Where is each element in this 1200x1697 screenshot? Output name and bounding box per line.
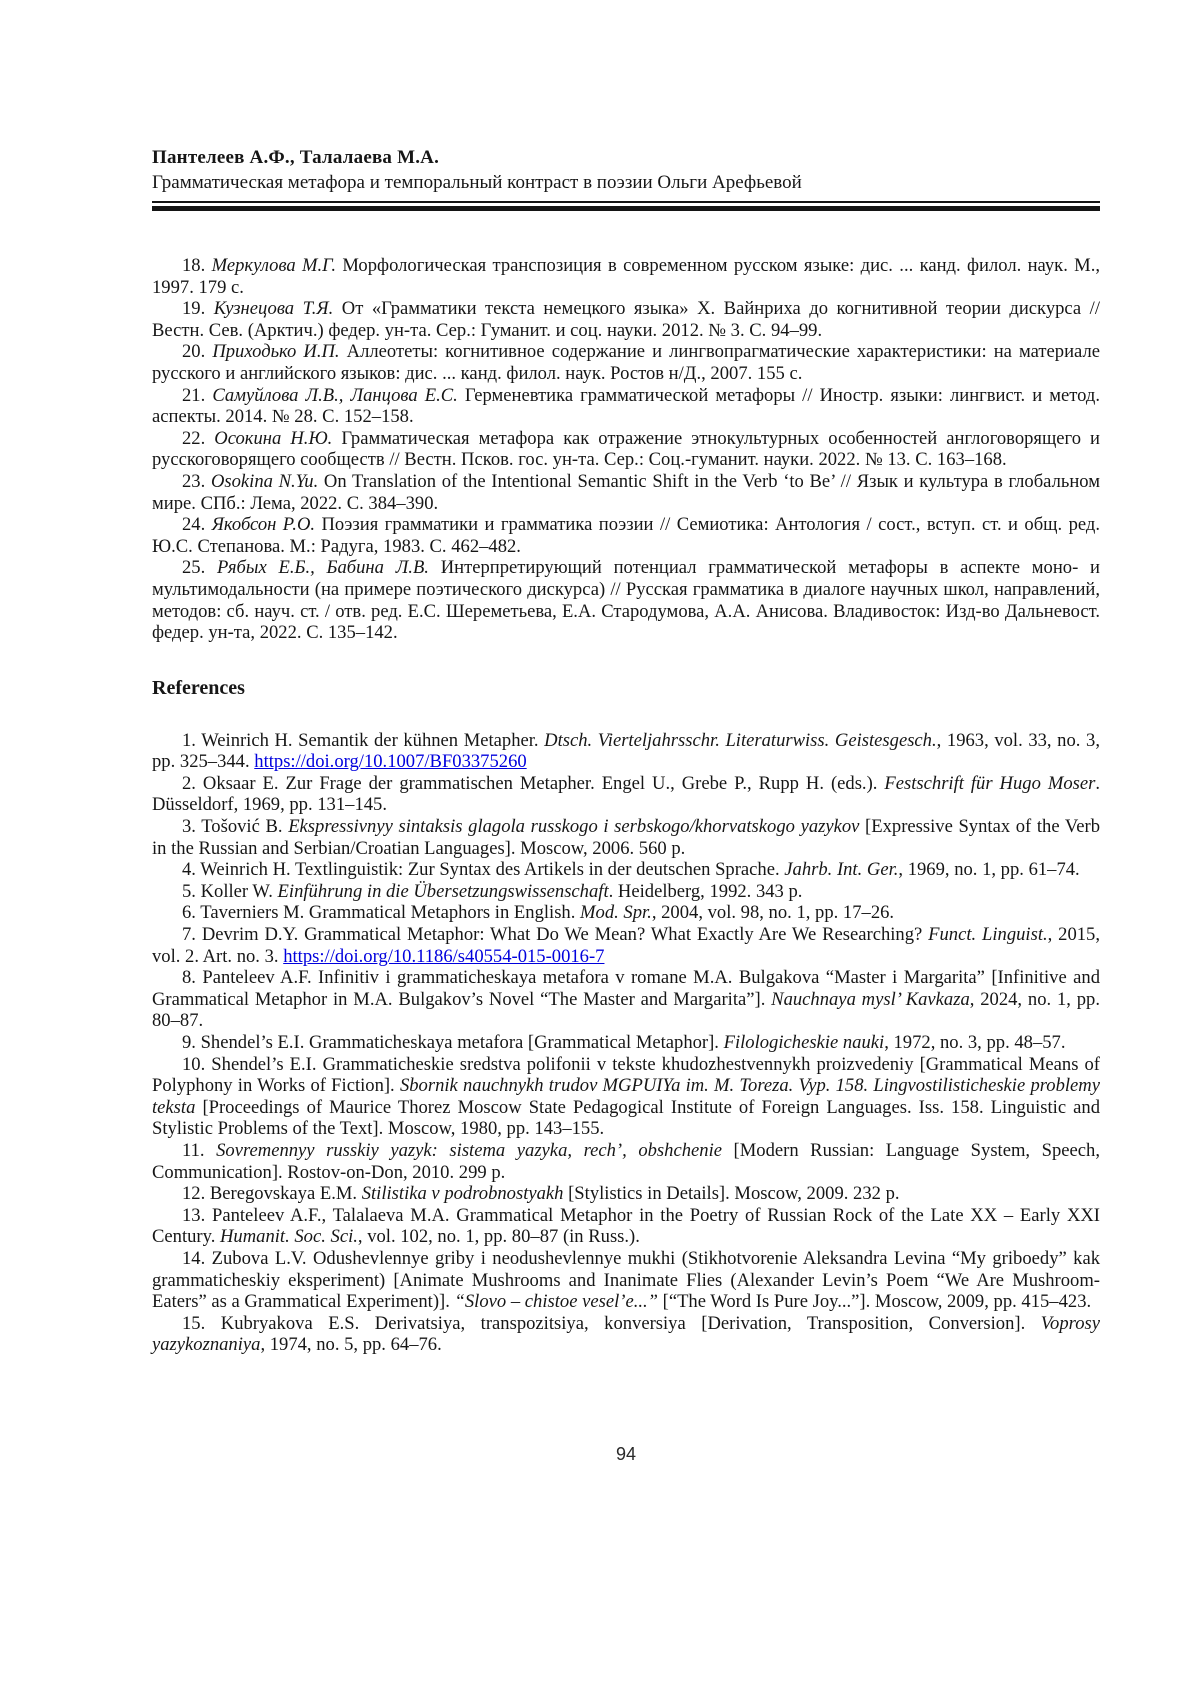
reference-italic-text: Voprosy yazykoznaniya	[152, 1312, 1100, 1356]
header-double-rule	[152, 201, 1100, 211]
reference-text: 6. Taverniers M. Grammatical Metaphors in English.	[182, 902, 581, 924]
reference-italic-text: Osokina N.Yu.	[210, 470, 319, 492]
reference-item	[152, 1205, 1100, 1248]
reference-italic-text: Осокина Н.Ю.	[214, 427, 333, 449]
reference-item	[152, 471, 1100, 514]
reference-text: 8. Panteleev A.F. Infinitiv i grammaticheskaya metafora v romane M.A. Bulgakova “Master i Margarita” [Infinitive and Grammatical Metaphor in M.A. Bulgakov’s Novel “The Master and Margarita”].	[152, 967, 1100, 1010]
reference-italic-text: Sovremennyy russkiy yazyk: sistema yazyka, rech’, obshchenie	[216, 1139, 722, 1161]
reference-text: 11.	[182, 1139, 217, 1161]
header-authors: Пантелеев А.Ф., Талалаева М.А.	[152, 147, 440, 168]
reference-item	[152, 341, 1100, 384]
reference-text: , 1969, no. 1, pp. 61–74.	[898, 859, 1080, 881]
reference-text: [Modern Russian: Language System, Speech, Communication]. Rostov-on-Don, 2010. 299 p.	[152, 1139, 1100, 1183]
reference-text: , 2024, no. 1, pp. 80–87.	[152, 988, 1100, 1032]
reference-text: 1. Weinrich H. Semantik der kühnen Metapher.	[182, 729, 545, 751]
reference-text: 14. Zubova L.V. Odushevlennye griby i neodushevlennye mukhi (Stikhotvorenie Aleksandra Levina “My griboedy” kak grammaticheskiy eksperiment) [Animate Mushrooms and Inanimate Flies (Alexander Levin’s Poem “We Are Mushroom-Eaters” as a Grammatical Experiment)].	[152, 1247, 1100, 1313]
reference-item	[152, 1032, 1100, 1054]
text-column	[152, 146, 1100, 1356]
reference-italic-text: Sbornik nauchnykh trudov MGPUIYa im. M. Toreza. Vyp. 158. Lingvostilisticheskie problemy teksta	[152, 1075, 1100, 1118]
reference-text: 3. Tošović B.	[182, 816, 289, 838]
reference-italic-text: Jahrb. Int. Ger.	[784, 859, 899, 881]
reference-text: . Düsseldorf, 1969, pp. 131–145.	[152, 772, 1100, 816]
reference-text: 21.	[182, 384, 213, 406]
reference-italic-text: Самуйлова Л.В., Ланцова Е.С.	[212, 384, 458, 406]
reference-text: Морфологическая транспозиция в современном русском языке: дис. ... канд. филол. наук. М., 1997. 179 с.	[152, 255, 1101, 298]
reference-text: 5. Koller W.	[182, 880, 278, 902]
reference-italic-text: Funct. Linguist.	[928, 924, 1048, 946]
reference-text: 2. Oksaar E. Zur Frage der grammatischen Metapher. Engel U., Grebe P., Rupp H. (eds.).	[182, 772, 885, 794]
reference-italic-text: Ekspressivnyy sintaksis glagola russkogo i serbskogo/khorvatskogo yazykov	[288, 816, 860, 838]
reference-text: [Stylistics in Details]. Moscow, 2009. 232 p.	[563, 1183, 900, 1205]
reference-italic-text: Mod. Spr.	[580, 902, 652, 924]
reference-item	[152, 1313, 1100, 1356]
reference-text: 22.	[182, 427, 215, 449]
reference-italic-text: Приходько И.П.	[212, 341, 340, 363]
reference-text: Поэзия грамматики и грамматика поэзии // Семиотика: Антология / сост., вступ. ст. и общ. ред. Ю.С. Степанова. М.: Радуга, 1983. С. 462–482.	[152, 514, 1100, 557]
reference-text: 7. Devrim D.Y. Grammatical Metaphor: What Do We Mean? What Exactly Are We Researching?	[182, 924, 929, 946]
reference-italic-text: Якобсон Р.О.	[211, 514, 316, 536]
reference-text: [Expressive Syntax of the Verb in the Russian and Serbian/Croatian Languages]. Moscow, 2006. 560 p.	[152, 816, 1101, 859]
reference-item	[152, 1248, 1100, 1313]
header-article-title: Грамматическая метафора и темпоральный контраст в поэзии Ольги Арефьевой	[152, 172, 802, 193]
reference-text: Интерпретирующий потенциал грамматической метафоры в аспекте моно- и мультимодальности (на примере поэтического дискурса) // Русская грамматика в диалоге научных школ, направлений, методов: сб. науч. ст. / отв. ред. Е.С. Шереметьева, Е.А. Стародумова, А.А. Анисова. Владивосток: Изд-во Дальневост. федер. ун-та, 2022. С. 135–142.	[152, 557, 1100, 644]
reference-text: 15. Kubryakova E.S. Derivatsiya, transpozitsiya, konversiya [Derivation, Transposition, Conversion].	[182, 1312, 1041, 1334]
reference-text: 24.	[182, 514, 212, 536]
reference-italic-text: Кузнецова Т.Я.	[213, 298, 334, 320]
reference-text: 10. Shendel’s E.I. Grammaticheskie sredstva polifonii v tekste khudozhestvennykh proizvedeniy [Grammatical Means of Polyphony in Works of Fiction].	[152, 1053, 1100, 1097]
reference-item	[152, 255, 1100, 298]
reference-text: 9. Shendel’s E.I. Grammaticheskaya metafora [Grammatical Metaphor].	[182, 1032, 724, 1053]
reference-item	[152, 514, 1100, 557]
reference-text: [Proceedings of Maurice Thorez Moscow State Pedagogical Institute of Foreign Languages. Iss. 158. Linguistic and Stylistic Problems of the Text]. Moscow, 1980, pp. 143–155.	[152, 1096, 1100, 1140]
reference-item	[152, 428, 1100, 471]
reference-item	[152, 730, 1100, 773]
reference-italic-text: Stilistika v podrobnostyakh	[361, 1183, 564, 1205]
reference-text: 4. Weinrich H. Textlinguistik: Zur Syntax des Artikels in der deutschen Sprache.	[182, 859, 785, 881]
reference-text: 19.	[182, 298, 214, 320]
reference-text: On Translation of the Intentional Semantic Shift in the Verb ‘to Be’ // Язык и культура в глобальном мире. СПб.: Лема, 2022. С. 384–390.	[152, 470, 1101, 514]
reference-item	[152, 1183, 1100, 1205]
reference-item	[152, 967, 1100, 1032]
running-header	[152, 146, 1100, 211]
reference-italic-text: Nauchnaya mysl’ Kavkaza	[771, 988, 970, 1010]
english-references-list	[152, 730, 1100, 1356]
reference-text: От «Грамматики текста немецкого языка» Х. Вайнриха до когнитивной теории дискурса // Вестн. Сев. (Арктич.) федер. ун-та. Сер.: Гуманит. и соц. науки. 2012. № 3. С. 94–99.	[152, 298, 1100, 341]
reference-text: Герменевтика грамматической метафоры // Иностр. языки: лингвист. и метод. аспекты. 2014. № 28. С. 152–158.	[152, 384, 1101, 428]
doi-link[interactable]: https://doi.org/10.1007/BF03375260	[254, 751, 527, 773]
reference-item	[152, 902, 1100, 924]
reference-text: 13. Panteleev A.F., Talalaeva M.A. Grammatical Metaphor in the Poetry of Russian Rock of the Late XX – Early XXI Century.	[152, 1204, 1100, 1248]
reference-item	[152, 1140, 1100, 1183]
reference-italic-text: Dtsch. Vierteljahrsschr. Literaturwiss. Geistesgesch.	[544, 729, 937, 751]
reference-text: 25.	[182, 557, 217, 579]
reference-italic-text: “Slovo – chistoe vesel’e...”	[454, 1291, 658, 1313]
reference-text: , 1963, vol. 33, no. 3, pp. 325–344.	[152, 729, 1100, 773]
reference-text: 20.	[182, 341, 213, 363]
reference-item	[152, 816, 1100, 859]
reference-item	[152, 298, 1100, 341]
reference-italic-text: Filologicheskie nauki	[723, 1032, 885, 1053]
russian-references-list	[152, 255, 1100, 644]
reference-text: , 1972, no. 3, pp. 48–57.	[884, 1032, 1066, 1053]
doi-link[interactable]: https://doi.org/10.1186/s40554-015-0016-7	[283, 945, 605, 967]
reference-text: . Heidelberg, 1992. 343 p.	[608, 880, 803, 902]
reference-text: 23.	[182, 470, 211, 492]
reference-text: 18.	[182, 255, 212, 276]
reference-text: , 2015, vol. 2. Art. no. 3.	[152, 924, 1100, 967]
reference-italic-text: Festschrift für Hugo Moser	[884, 772, 1096, 794]
reference-text: , vol. 102, no. 1, pp. 80–87 (in Russ.).	[357, 1226, 640, 1248]
reference-italic-text: Humanit. Soc. Sci.	[220, 1226, 358, 1248]
reference-item	[152, 924, 1100, 967]
reference-text: Грамматическая метафора как отражение этнокультурных особенностей англоговорящего и русскоговорящего сообществ // Вестн. Псков. гос. ун-та. Сер.: Соц.-гуманит. науки. 2022. № 13. С. 163–168.	[152, 427, 1101, 471]
references-heading: References	[152, 676, 245, 699]
reference-text: [“The Word Is Pure Joy...”]. Moscow, 2009, pp. 415–423.	[657, 1291, 1092, 1313]
reference-item	[152, 773, 1100, 816]
reference-item	[152, 557, 1100, 643]
reference-text: Аллеотеты: когнитивное содержание и лингвопрагматические характеристики: на материале русского и английского языков: дис. ... канд. филол. наук. Ростов н/Д., 2007. 155 с.	[152, 341, 1100, 384]
reference-italic-text: Einführung in die Übersetzungswissenschaft	[277, 880, 609, 902]
reference-text: , 2004, vol. 98, no. 1, pp. 17–26.	[651, 902, 895, 924]
reference-item	[152, 881, 1100, 903]
page-number: 94	[615, 1444, 637, 1464]
reference-italic-text: Рябых Е.Б., Бабина Л.В.	[217, 557, 429, 579]
reference-text: 12. Beregovskaya E.M.	[182, 1183, 362, 1205]
reference-italic-text: Меркулова М.Г.	[211, 255, 337, 276]
reference-text: , 1974, no. 5, pp. 64–76.	[260, 1334, 442, 1356]
reference-item	[152, 385, 1100, 428]
reference-item	[152, 859, 1100, 881]
reference-item	[152, 1054, 1100, 1140]
